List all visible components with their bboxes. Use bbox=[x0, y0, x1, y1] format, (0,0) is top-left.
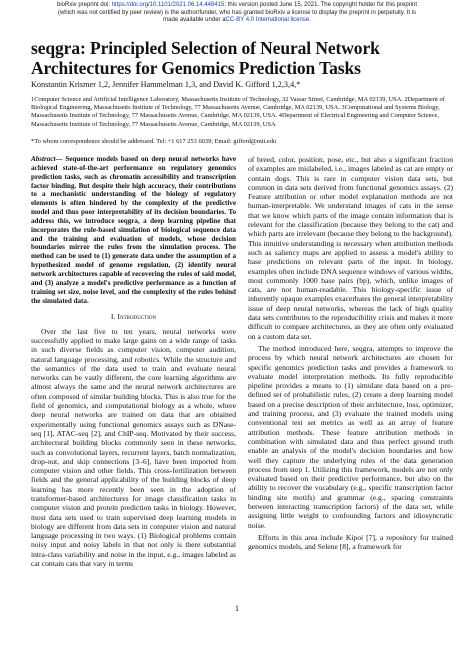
preprint-line-2: (which was not certified by peer review) is the author/funder, who has granted bioRxiv a license to display the preprint in perpetuity. It is bbox=[57, 9, 417, 16]
license-link[interactable]: CC-BY 4.0 International license bbox=[225, 17, 310, 23]
author-list: Konstantin Krismer 1,2, Jennifer Hammelman 1,3, and David K. Gifford 1,2,3,4,* bbox=[31, 80, 301, 89]
right-column bbox=[248, 155, 453, 551]
abstract bbox=[31, 155, 236, 305]
preprint-line-3: made available under aCC-BY 4.0 International license. bbox=[163, 17, 311, 23]
doi-link[interactable]: https://doi.org/10.1101/2021.06.14.448415 bbox=[111, 2, 225, 8]
left-column bbox=[31, 155, 236, 568]
preprint-line-1: bioRxiv preprint doi: https://doi.org/10.1101/2021.06.14.448415; this version posted June 15, 2021. The copyright holder for this preprint bbox=[56, 2, 418, 8]
intro-paragraph-1: Over the last five to ten years, neural networks were successfully applied to make large gains on a wide range of tasks in such diverse fields as computer vision, computer audition, natural language processing, and robotics. While the structure and the semantics of the data used to train and evaluate neural networks can be vastly different, the core learning algorithms are almost always the same and the neural network architectures are often composed of similar building blocks. This is also true for the field of genomics, and computational biology as a whole, where deep neural networks are trained on data that are obtained experimentally using functional genomics assays such as DNase-seq [1], ATAC-seq [2], and ChIP-seq. Motivated by their success, architectural building blocks commonly seen in these networks, such as convolutional layers, recurrent layers, batch normalization, drop-out, and skip connections [3–6], have been imported from computer vision and other fields. This cross-fertilization between fields and the general applicability of the building blocks of deep learning has more recently been seen in the adoption of transformer-based architectures for image classification tasks in computer vision and protein prediction tasks in biology. However, most data sets used to train supervised deep learning models in biology are different from data sets in computer vision and natural language processing in two ways. (1) Biological problems contain noisy input and noisy labels in that not only is there substantial intra-class variability and noise in the input, e.g., images labeled as cat contain cats that vary in terms bbox=[31, 326, 236, 569]
correspondence-note: *To whom correspondence should be addressed. Tel: +1 617 253 6039; Email: gifford@mit.edu bbox=[31, 138, 277, 145]
abstract-text: — Sequence models based on deep neural networks have achieved state-of-the-art performance on regulatory genomics prediction tasks, such as chromatin accessibility and transcription factor binding. But despite their high accuracy, their contributions to a mechanistic understanding of the biology of regulatory elements is often hindered by the complexity of the predictive model and thus poor interpretability of its decision boundaries. To address this, we introduce seqgra, a deep learning pipeline that incorporates the rule-based simulation of biological sequence data and the training and evaluation of models, whose decision boundaries mirror the rules from the simulation process. The method can be used to (1) generate data under the assumption of a hypothesized model of genome regulation, (2) identify neural network architectures capable of recovering the rules of said model, and (3) analyze a model's predictive performance as a function of training set size, noise level, and the complexity of the rules behind the simulated data. bbox=[31, 155, 236, 305]
abstract-label: Abstract bbox=[31, 155, 56, 163]
page-number: 1 bbox=[235, 604, 239, 613]
affiliations: 1Computer Science and Artificial Intelligence Laboratory, Massachusetts Institute of Technology, 32 Vassar Street, Cambridge, MA 02139, USA. 2Department of Biological Engineering, Massachusetts Institute of Technology, 77 Massachusetts Avenue, Cambridge, MA 02139, USA. 3Computational and Systems Biology, Massachusetts Institute of Technology, 77 Massachusetts Avenue, Cambridge, MA 02139, USA. 4Department of Electrical Engineering and Computer Science, Massachusetts Institute of Technology, 77 Massachusetts Avenue, Cambridge, MA 02139, USA bbox=[31, 96, 445, 128]
intro-paragraph-1-continued: of breed, color, position, pose, etc., but also a significant fraction of examples are mislabeled, i.e., images labeled as cat are empty or contain dogs. This is rare in computer vision data sets, but common in data sets derived from functional genomics assays. (2) Feature attribution or other model explanation methods are not human-interpretable. We understand images of cats in the sense that we know which parts of the image contain information that is relevant for the classification (because they belong to the cat) and which parts are irrelevant (because they belong to the background). This intuitive understanding is necessary when attribution methods such as saliency maps are applied to assess a model's ability to base predictions on relevant parts of the input. In biology, examples often include DNA sequence windows of various widths, most commonly 1000 base pairs (bp), which, unlike images of cats, are not human-readable. This biology-specific issue of inherently opaque examples exacerbates the general interpretability issue of deep neural networks, whereas the lack of high quality data sets contributes to the reproducibility crisis and makes it more difficult to compare architectures, as they are often only evaluated on a custom data set. bbox=[248, 155, 453, 341]
intro-paragraph-3: Efforts in this area include Kipoi [7], a repository for trained genomics models, and Selene [8], a framework for bbox=[248, 532, 453, 552]
paper-title: seqgra: Principled Selection of Neural Network Architectures for Genomics Prediction Tasks bbox=[31, 38, 380, 78]
intro-paragraph-2: The method introduced here, seqgra, attempts to improve the process by which neural network architectures are chosen for specific genomics prediction tasks and provides a framework to evaluate model interpretation methods. Its fully reproducible pipeline provides a means to (1) simulate data based on a pre-defined set of probabilistic rules, (2) create a deep learning model based on a precise description of their architecture, loss, optimizer, and training process, and (3) evaluate the trained models using conventional test set metrics as well as an array of feature attribution methods. These feature attribution methods in combination with simulated data and thus perfect ground truth enable an analysis of the model's decision boundaries and how well they capture the underlying rules of the data generation process from step 1. Utilizing this framework, models are not only evaluated based on their predictive performance, but also on the ability to recover the vocabulary (e.g., specific transcription factor binding site motifs) and grammar (e.g., spacing constraints between interacting transcription factors) of the data set, while assigning little weight to confounding factors and idiosyncratic noise. bbox=[248, 343, 453, 530]
preprint-banner bbox=[0, 2, 474, 25]
section-heading: I. Introduction bbox=[110, 312, 157, 322]
